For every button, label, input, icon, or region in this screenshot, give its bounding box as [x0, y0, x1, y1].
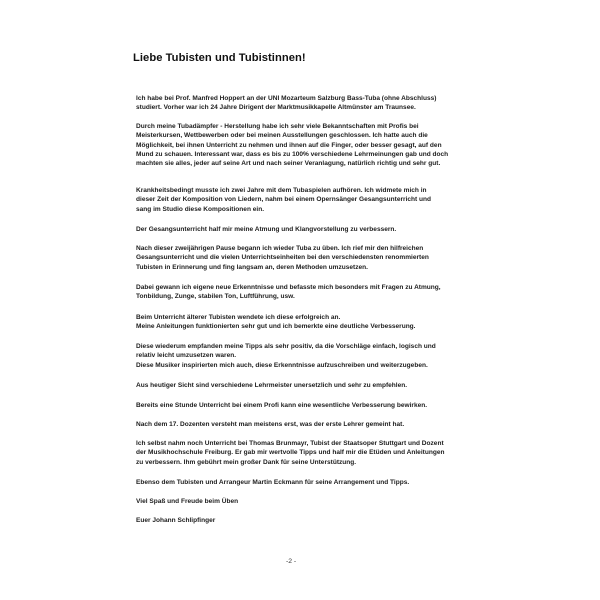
text-line: Ebenso dem Tubisten und Arrangeur Martin Eckmann für seine Arrangement und Tipps.: [136, 479, 410, 486]
text-line: Euer Johann Schlipfinger: [136, 517, 216, 524]
text-line: Diese wiederum empfanden meine Tipps als sehr positiv, da die Vorschläge einfach, logisch und: [136, 343, 436, 350]
paragraph-illness: [136, 186, 466, 214]
paragraph-teaching: [136, 313, 466, 332]
text-line: Tonbildung, Zunge, stabilen Ton, Luftführung, usw.: [136, 293, 295, 301]
text-line: der Musikhochschule Freiburg. Er gab mir wertvolle Tipps und half mir die Etüden und Anleitungen: [136, 449, 445, 457]
paragraph-eckmann: [136, 478, 466, 487]
text-line: Tubisten in Erinnerung und fing langsam an, deren Methoden umzusetzen.: [136, 263, 368, 271]
text-line: relativ leicht umzusetzen waren.: [136, 352, 237, 360]
page-number: -2 -: [286, 558, 297, 565]
text-line: Möglichkeit, bei ihnen Unterricht zu nehmen und ihnen auf die Finger, oder besser gesagt, auf den: [136, 141, 442, 149]
text-line: Der Gesangsunterricht half mir meine Atmung und Klangvorstellung zu verbessern.: [136, 226, 397, 233]
paragraph-closing: [136, 497, 466, 506]
text-line: Mund zu schauen. Interessant war, dass es bis zu 100% verschiedene Lehrmeinungen gab und doch: [136, 150, 449, 158]
text-line: Viel Spaß und Freude beim Üben: [136, 498, 239, 505]
text-line: machten sie alles, jeder auf seine Art und nach seiner Veranlagung, natürlich richtig und sehr gut.: [136, 160, 441, 168]
text-line: Nach dem 17. Dozenten versteht man meistens erst, was der erste Lehrer gemeint hat.: [136, 421, 405, 428]
text-line: Aus heutiger Sicht sind verschiedene Lehrmeister unersetzlich und sehr zu empfehlen.: [136, 382, 408, 389]
paragraph-feedback: [136, 342, 466, 370]
text-line: Nach dieser zweijährigen Pause begann ich wieder Tuba zu üben. Ich rief mir den hilfreichen: [136, 245, 424, 252]
paragraph-one-lesson: [136, 401, 466, 410]
text-line: Dabei gewann ich eigene neue Erkenntnisse und befasste mich besonders mit Fragen zu Atmung,: [136, 284, 441, 291]
text-line: studiert. Vorher war ich 24 Jahre Dirigent der Marktmusikkapelle Altmünster am Traunsee.: [136, 104, 416, 112]
text-line: sang im Studio diese Kompositionen ein.: [136, 205, 265, 213]
paragraph-brunmayr: [136, 439, 466, 467]
paragraph-studies: [136, 94, 466, 113]
paragraph-mutes: [136, 122, 466, 168]
signature-line: [136, 516, 466, 525]
paragraph-restart: [136, 244, 466, 272]
text-line: Ich habe bei Prof. Manfred Hoppert an der UNI Mozarteum Salzburg Bass-Tuba (ohne Abschluss): [136, 95, 437, 102]
paragraph-insights: [136, 283, 466, 302]
text-line: Meine Anleitungen funktionierten sehr gut und ich bemerkte eine deutliche Verbesserung.: [136, 323, 416, 331]
text-line: Diese Musiker inspirierten mich auch, diese Erkenntnisse aufzuschreiben und weiterzugeben.: [136, 361, 428, 369]
text-line: Beim Unterricht älterer Tubisten wendete ich diese erfolgreich an.: [136, 314, 341, 321]
text-line: Bereits eine Stunde Unterricht bei einem Profi kann eine wesentliche Verbesserung bewirken.: [136, 402, 428, 409]
text-line: dieser Zeit der Komposition von Liedern, nahm bei einem Opernsänger Gesangsunterricht und: [136, 196, 432, 204]
paragraph-singing: [136, 225, 466, 234]
text-line: zu verbessern. Ihm gebührt mein großer Dank für seine Unterstützung.: [136, 458, 357, 466]
letter-title: Liebe Tubisten und Tubistinnen!: [133, 52, 306, 64]
paragraph-teachers: [136, 381, 466, 390]
text-line: Krankheitsbedingt musste ich zwei Jahre mit dem Tubaspielen aufhören. Ich widmete mich in: [136, 187, 427, 194]
text-line: Meisterkursen, Wettbewerben oder bei meinen Ausstellungen geschlossen. Ich hatte auch die: [136, 132, 428, 140]
text-line: Gesangsunterricht und die vielen Unterrichtseinheiten bei den verschiedensten renommierten: [136, 254, 429, 262]
text-line: Ich selbst nahm noch Unterricht bei Thomas Brunmayr, Tubist der Staatsoper Stuttgart und Dozent: [136, 440, 444, 447]
text-line: Durch meine Tubadämpfer - Herstellung habe ich sehr viele Bekanntschaften mit Profis bei: [136, 123, 419, 130]
paragraph-seventeenth: [136, 420, 466, 429]
